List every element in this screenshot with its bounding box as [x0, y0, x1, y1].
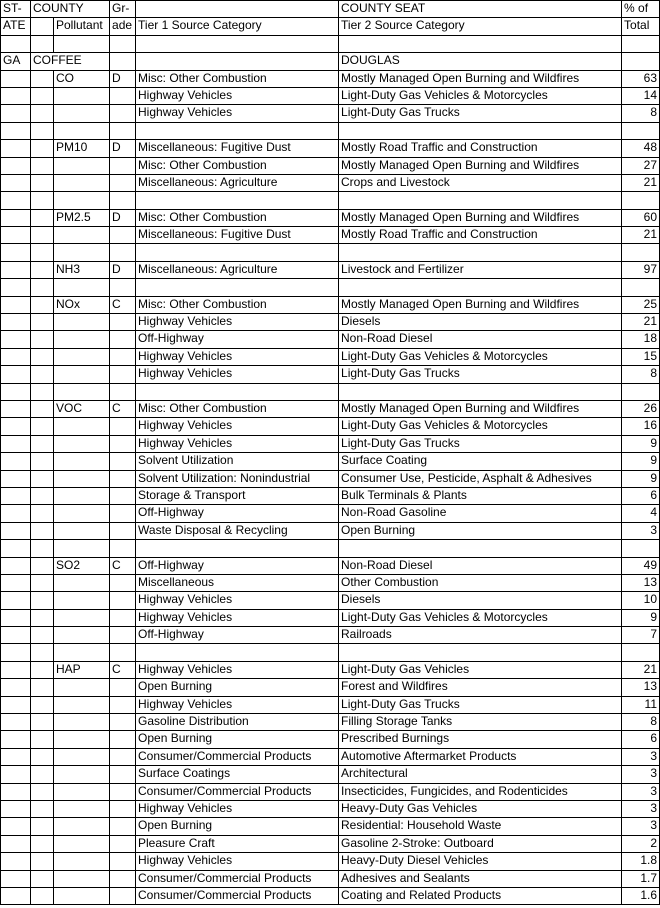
grade-cell: C — [110, 557, 136, 574]
tier2-cell: Mostly Managed Open Burning and Wildfires — [339, 70, 622, 87]
table-row — [1, 487, 660, 504]
pct-cell: 3 — [622, 818, 660, 835]
tier2-cell: Mostly Managed Open Burning and Wildfires — [339, 157, 622, 174]
pct-cell: 14 — [622, 87, 660, 104]
spacer-row — [1, 122, 660, 139]
table-row — [1, 887, 660, 904]
spacer-row — [1, 279, 660, 296]
tier1-cell: Solvent Utilization: Nonindustrial — [136, 470, 339, 487]
pct-cell: 8 — [622, 366, 660, 383]
header-row-2 — [1, 18, 660, 35]
tier2-cell: Automotive Aftermarket Products — [339, 748, 622, 765]
table-row — [1, 818, 660, 835]
tier1-cell: Off-Highway — [136, 331, 339, 348]
tier1-cell: Highway Vehicles — [136, 366, 339, 383]
tier1-cell: Highway Vehicles — [136, 853, 339, 870]
tier2-cell: Diesels — [339, 314, 622, 331]
header-tier2: Tier 2 Source Category — [339, 18, 622, 35]
tier2-cell: Adhesives and Sealants — [339, 870, 622, 887]
table-row — [1, 314, 660, 331]
table-row — [1, 70, 660, 87]
tier2-cell: Open Burning — [339, 522, 622, 539]
tier1-cell: Highway Vehicles — [136, 800, 339, 817]
table-row — [1, 331, 660, 348]
tier2-cell: Diesels — [339, 592, 622, 609]
pct-cell: 3 — [622, 748, 660, 765]
tier2-cell: Filling Storage Tanks — [339, 714, 622, 731]
pollutant-cell: NH3 — [54, 261, 110, 278]
tier1-cell: Highway Vehicles — [136, 609, 339, 626]
state-cell: GA — [1, 53, 31, 70]
pct-cell: 25 — [622, 296, 660, 313]
table-row — [1, 174, 660, 191]
tier2-cell: Light-Duty Gas Vehicles & Motorcycles — [339, 87, 622, 104]
table-row — [1, 209, 660, 226]
table-row — [1, 557, 660, 574]
spacer-row — [1, 644, 660, 661]
tier1-cell: Storage & Transport — [136, 487, 339, 504]
pct-cell: 97 — [622, 261, 660, 278]
tier1-cell: Highway Vehicles — [136, 661, 339, 678]
pollutant-cell: CO — [54, 70, 110, 87]
pct-cell: 18 — [622, 331, 660, 348]
tier1-cell: Consumer/Commercial Products — [136, 783, 339, 800]
table-row — [1, 400, 660, 417]
tier1-cell: Misc: Other Combustion — [136, 70, 339, 87]
tier1-cell: Highway Vehicles — [136, 418, 339, 435]
pct-cell: 3 — [622, 800, 660, 817]
table-row — [1, 661, 660, 678]
table-row — [1, 748, 660, 765]
tier1-cell: Consumer/Commercial Products — [136, 748, 339, 765]
tier1-cell: Misc: Other Combustion — [136, 400, 339, 417]
tier1-cell: Highway Vehicles — [136, 105, 339, 122]
header-pct-1: % of — [622, 1, 660, 18]
tier1-cell: Waste Disposal & Recycling — [136, 522, 339, 539]
pct-cell: 7 — [622, 627, 660, 644]
location-row — [1, 53, 660, 70]
table-row — [1, 296, 660, 313]
pct-cell: 63 — [622, 70, 660, 87]
pct-cell: 8 — [622, 105, 660, 122]
tier2-cell: Non-Road Diesel — [339, 557, 622, 574]
table-row — [1, 766, 660, 783]
grade-cell: D — [110, 70, 136, 87]
table-body — [1, 35, 660, 905]
header-tier1: Tier 1 Source Category — [136, 18, 339, 35]
pct-cell: 6 — [622, 487, 660, 504]
table-row — [1, 696, 660, 713]
pct-cell: 11 — [622, 696, 660, 713]
grade-cell: D — [110, 140, 136, 157]
pct-cell: 49 — [622, 557, 660, 574]
tier1-cell: Open Burning — [136, 679, 339, 696]
tier1-cell: Open Burning — [136, 818, 339, 835]
table-row — [1, 470, 660, 487]
tier2-cell: Crops and Livestock — [339, 174, 622, 191]
spacer-row — [1, 383, 660, 400]
tier1-cell: Miscellaneous: Agriculture — [136, 261, 339, 278]
tier1-cell: Consumer/Commercial Products — [136, 887, 339, 904]
tier2-cell: Light-Duty Gas Trucks — [339, 366, 622, 383]
pct-cell: 13 — [622, 679, 660, 696]
tier2-cell: Light-Duty Gas Vehicles & Motorcycles — [339, 418, 622, 435]
tier1-cell: Miscellaneous: Fugitive Dust — [136, 140, 339, 157]
pct-cell: 2 — [622, 835, 660, 852]
tier2-cell: Mostly Managed Open Burning and Wildfires — [339, 296, 622, 313]
pollutant-cell: PM10 — [54, 140, 110, 157]
tier2-cell: Light-Duty Gas Vehicles — [339, 661, 622, 678]
tier1-cell: Open Burning — [136, 731, 339, 748]
header-pct-2: Total — [622, 18, 660, 35]
pct-cell: 21 — [622, 174, 660, 191]
header-state-1: ST- — [1, 1, 31, 18]
county-cell: COFFEE — [31, 53, 110, 70]
pct-cell: 21 — [622, 314, 660, 331]
pct-cell: 1.8 — [622, 853, 660, 870]
pct-cell: 60 — [622, 209, 660, 226]
tier1-cell: Highway Vehicles — [136, 592, 339, 609]
pct-cell: 15 — [622, 348, 660, 365]
table-row — [1, 140, 660, 157]
tier1-cell: Highway Vehicles — [136, 435, 339, 452]
table-row — [1, 522, 660, 539]
tier2-cell: Railroads — [339, 627, 622, 644]
pct-cell: 1.6 — [622, 887, 660, 904]
tier2-cell: Gasoline 2-Stroke: Outboard — [339, 835, 622, 852]
tier2-cell: Heavy-Duty Gas Vehicles — [339, 800, 622, 817]
header-pollutant: Pollutant — [54, 18, 110, 35]
pct-cell: 48 — [622, 140, 660, 157]
tier1-cell: Pleasure Craft — [136, 835, 339, 852]
header-blank — [136, 1, 339, 18]
tier1-cell: Off-Highway — [136, 627, 339, 644]
table-row — [1, 261, 660, 278]
tier2-cell: Non-Road Diesel — [339, 331, 622, 348]
tier2-cell: Mostly Managed Open Burning and Wildfires — [339, 209, 622, 226]
tier1-cell: Consumer/Commercial Products — [136, 870, 339, 887]
table-row — [1, 627, 660, 644]
pct-cell: 21 — [622, 227, 660, 244]
tier2-cell: Prescribed Burnings — [339, 731, 622, 748]
header-county: COUNTY — [31, 1, 110, 18]
header-county-seat: COUNTY SEAT — [339, 1, 622, 18]
pct-cell: 26 — [622, 400, 660, 417]
pct-cell: 6 — [622, 731, 660, 748]
table-row — [1, 800, 660, 817]
table-row — [1, 609, 660, 626]
tier2-cell: Mostly Road Traffic and Construction — [339, 140, 622, 157]
pct-cell: 21 — [622, 661, 660, 678]
table-row — [1, 157, 660, 174]
tier1-cell: Misc: Other Combustion — [136, 296, 339, 313]
table-row — [1, 870, 660, 887]
pct-cell: 27 — [622, 157, 660, 174]
tier2-cell: Mostly Road Traffic and Construction — [339, 227, 622, 244]
pollutant-cell: NOx — [54, 296, 110, 313]
table-row — [1, 227, 660, 244]
tier2-cell: Bulk Terminals & Plants — [339, 487, 622, 504]
table-row — [1, 783, 660, 800]
pct-cell: 13 — [622, 574, 660, 591]
header-row-1 — [1, 1, 660, 18]
tier2-cell: Surface Coating — [339, 453, 622, 470]
pollutant-cell: HAP — [54, 661, 110, 678]
tier2-cell: Light-Duty Gas Vehicles & Motorcycles — [339, 348, 622, 365]
tier1-cell: Solvent Utilization — [136, 453, 339, 470]
table-row — [1, 105, 660, 122]
header-state-2: ATE — [1, 18, 31, 35]
pct-cell: 8 — [622, 714, 660, 731]
table-row — [1, 505, 660, 522]
grade-cell: D — [110, 261, 136, 278]
pollutant-cell: PM2.5 — [54, 209, 110, 226]
tier1-cell: Off-Highway — [136, 557, 339, 574]
tier2-cell: Light-Duty Gas Trucks — [339, 696, 622, 713]
spacer-row — [1, 244, 660, 261]
grade-cell: D — [110, 209, 136, 226]
tier1-cell: Highway Vehicles — [136, 348, 339, 365]
table-row — [1, 366, 660, 383]
table-row — [1, 435, 660, 452]
tier2-cell: Coating and Related Products — [339, 887, 622, 904]
pct-cell: 3 — [622, 522, 660, 539]
tier1-cell: Misc: Other Combustion — [136, 209, 339, 226]
tier2-cell: Livestock and Fertilizer — [339, 261, 622, 278]
header-grade-2: ade — [110, 18, 136, 35]
table-row — [1, 87, 660, 104]
tier2-cell: Architectural — [339, 766, 622, 783]
pct-cell: 1.7 — [622, 870, 660, 887]
tier2-cell: Other Combustion — [339, 574, 622, 591]
table-row — [1, 348, 660, 365]
tier1-cell: Misc: Other Combustion — [136, 157, 339, 174]
spacer-row — [1, 192, 660, 209]
pct-cell: 10 — [622, 592, 660, 609]
table-row — [1, 418, 660, 435]
pct-cell: 4 — [622, 505, 660, 522]
spacer-row — [1, 540, 660, 557]
grade-cell: C — [110, 296, 136, 313]
pct-cell: 9 — [622, 435, 660, 452]
tier2-cell: Consumer Use, Pesticide, Asphalt & Adhesives — [339, 470, 622, 487]
table-row — [1, 453, 660, 470]
header-grade-1: Gr- — [110, 1, 136, 18]
header-county-2 — [31, 18, 54, 35]
tier1-cell: Off-Highway — [136, 505, 339, 522]
pollutant-cell: VOC — [54, 400, 110, 417]
tier2-cell: Mostly Managed Open Burning and Wildfires — [339, 400, 622, 417]
tier1-cell: Miscellaneous — [136, 574, 339, 591]
county-seat-cell: DOUGLAS — [339, 53, 622, 70]
tier1-cell: Highway Vehicles — [136, 696, 339, 713]
tier1-cell: Highway Vehicles — [136, 314, 339, 331]
tier1-cell: Miscellaneous: Agriculture — [136, 174, 339, 191]
tier2-cell: Insecticides, Fungicides, and Rodenticides — [339, 783, 622, 800]
tier2-cell: Light-Duty Gas Trucks — [339, 105, 622, 122]
pct-cell: 9 — [622, 609, 660, 626]
tier2-cell: Residential: Household Waste — [339, 818, 622, 835]
tier2-cell: Heavy-Duty Diesel Vehicles — [339, 853, 622, 870]
grade-cell: C — [110, 661, 136, 678]
tier1-cell: Gasoline Distribution — [136, 714, 339, 731]
tier2-cell: Light-Duty Gas Vehicles & Motorcycles — [339, 609, 622, 626]
pollutant-cell: SO2 — [54, 557, 110, 574]
tier2-cell: Forest and Wildfires — [339, 679, 622, 696]
table-row — [1, 853, 660, 870]
pct-cell: 3 — [622, 783, 660, 800]
spacer-row — [1, 35, 660, 52]
grade-cell: C — [110, 400, 136, 417]
tier1-cell: Miscellaneous: Fugitive Dust — [136, 227, 339, 244]
tier1-cell: Highway Vehicles — [136, 87, 339, 104]
table-row — [1, 574, 660, 591]
pct-cell: 16 — [622, 418, 660, 435]
table-row — [1, 592, 660, 609]
table-row — [1, 679, 660, 696]
table-row — [1, 731, 660, 748]
tier2-cell: Non-Road Gasoline — [339, 505, 622, 522]
pct-cell: 9 — [622, 470, 660, 487]
tier2-cell: Light-Duty Gas Trucks — [339, 435, 622, 452]
pct-cell: 9 — [622, 453, 660, 470]
pct-cell: 3 — [622, 766, 660, 783]
tier1-cell: Surface Coatings — [136, 766, 339, 783]
table-row — [1, 714, 660, 731]
table-row — [1, 835, 660, 852]
